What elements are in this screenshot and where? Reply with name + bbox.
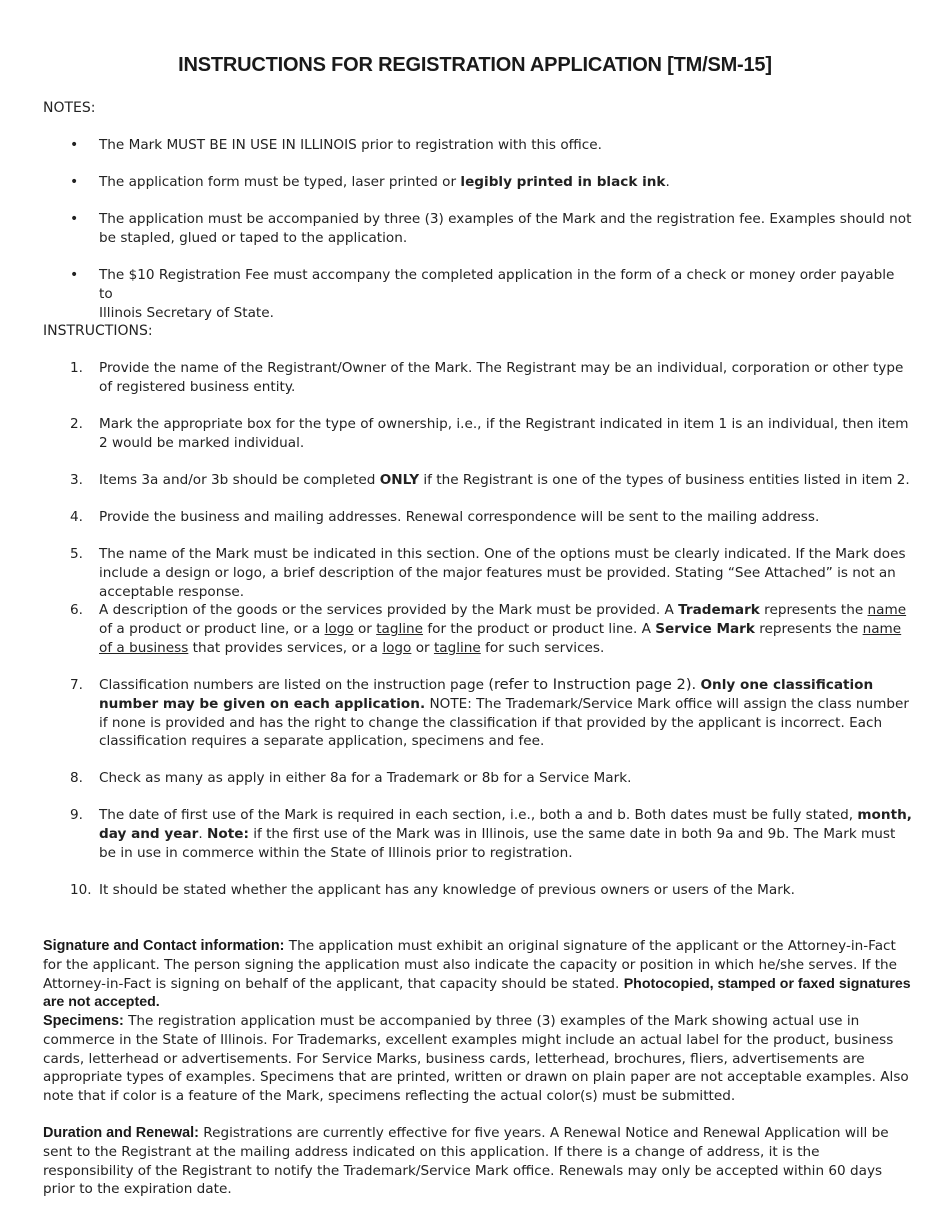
notes-heading: NOTES: <box>43 100 96 116</box>
bullet-icon: • <box>70 267 79 283</box>
page-title: INSTRUCTIONS FOR REGISTRATION APPLICATION [TM/SM-15] <box>178 54 772 76</box>
instruction-item: 7. Classification numbers are listed on the instruction page (refer to Instruction page 2). Only one classification number may be given on each application. NOTE: The Trademark/Service Mark office will assign the class number if none is provided and has the right to change the classification if that provided by the applicant is incorrect. Each classification requires a separate application, specimens and fee. <box>70 676 909 750</box>
instruction-item: 3. Items 3a and/or 3b should be completed ONLY if the Registrant is one of the types of business entities listed in item 2. <box>70 472 910 488</box>
instruction-item: 6. A description of the goods or the services provided by the Mark must be provided. A Trademark represents the name of a product or product line, or a logo or tagline for the product or product line. A Service Mark represents the name of a business that provides services, or a logo or tagline for such services. <box>70 602 907 656</box>
note-item: • The application must be accompanied by three (3) examples of the Mark and the registration fee. Examples should not be stapled, glued or taped to the application. <box>70 211 912 246</box>
item-number: 4. <box>70 509 83 525</box>
item-number: 5. <box>70 546 83 562</box>
instruction-item: 8. Check as many as apply in either 8a for a Trademark or 8b for a Service Mark. <box>70 770 632 786</box>
bullet-icon: • <box>70 174 79 190</box>
item-number: 1. <box>70 360 83 376</box>
note-item: • The Mark MUST BE IN USE IN ILLINOIS prior to registration with this office. <box>70 137 602 153</box>
note-item: • The application form must be typed, laser printed or legibly printed in black ink. <box>70 174 670 190</box>
duration-heading: Duration and Renewal: <box>43 1125 199 1141</box>
instruction-item: 10. It should be stated whether the applicant has any knowledge of previous owners or users of the Mark. <box>70 882 795 898</box>
signature-paragraph: Signature and Contact information: The application must exhibit an original signature of the applicant or the Attorney-in-Fact for the applicant. The person signing the application must also indicate the capacity or position in which he/she serves. If the Attorney-in-Fact is signing on behalf of the applicant, that capacity should be stated. Photocopied, stamped or faxed signatures are not accepted. <box>43 938 911 1011</box>
instruction-item: 5. The name of the Mark must be indicated in this section. One of the options must be clearly indicated. If the Mark does include a design or logo, a brief description of the major features must be provided. Stating “See Attached” is not an acceptable response. <box>70 546 906 600</box>
bullet-icon: • <box>70 137 79 153</box>
duration-paragraph: Duration and Renewal: Registrations are currently effective for five years. A Renewal Notice and Renewal Application will be sent to the Registrant at the mailing address indicated on this application. If there is a change of address, it is the responsibility of the Registrant to notify the Trademark/Service Mark office. Renewals may only be accepted within 60 days prior to the expiration date. <box>43 1125 889 1198</box>
bullet-icon: • <box>70 211 79 227</box>
item-number: 7. <box>70 677 83 693</box>
item-number: 8. <box>70 770 83 786</box>
item-number: 10. <box>70 882 92 898</box>
specimens-paragraph: Specimens: The registration application must be accompanied by three (3) examples of the Mark showing actual use in commerce in the State of Illinois. For Trademarks, excellent examples might include an actual label for the product, business cards, letterhead or advertisements. For Service Marks, business cards, letterhead, brochures, fliers, advertisements are appropriate types of examples. Specimens that are printed, written or drawn on plain paper are not acceptable examples. Also note that if color is a feature of the Mark, specimens reflecting the actual color(s) must be submitted. <box>43 1013 909 1105</box>
instruction-item: 4. Provide the business and mailing addresses. Renewal correspondence will be sent to the mailing address. <box>70 509 820 525</box>
instruction-item: 1. Provide the name of the Registrant/Owner of the Mark. The Registrant may be an individual, corporation or other type of registered business entity. <box>70 360 904 395</box>
instructions-heading: INSTRUCTIONS: <box>43 323 153 339</box>
note-item: • The $10 Registration Fee must accompany the completed application in the form of a check or money order payable to Illinois Secretary of State. <box>70 267 895 321</box>
instruction-item: 9. The date of first use of the Mark is required in each section, i.e., both a and b. Both dates must be fully stated, month, day and year. Note: if the first use of the Mark was in Illinois, use the same date in both 9a and 9b. The Mark must be in use in commerce within the State of Illinois prior to registration. <box>70 807 912 861</box>
signature-heading: Signature and Contact information: <box>43 938 285 954</box>
item-number: 2. <box>70 416 83 432</box>
item-number: 3. <box>70 472 83 488</box>
item-number: 6. <box>70 602 83 618</box>
item-number: 9. <box>70 807 83 823</box>
specimens-heading: Specimens: <box>43 1013 124 1029</box>
instruction-item: 2. Mark the appropriate box for the type of ownership, i.e., if the Registrant indicated in item 1 is an individual, then item 2 would be marked individual. <box>70 416 909 451</box>
